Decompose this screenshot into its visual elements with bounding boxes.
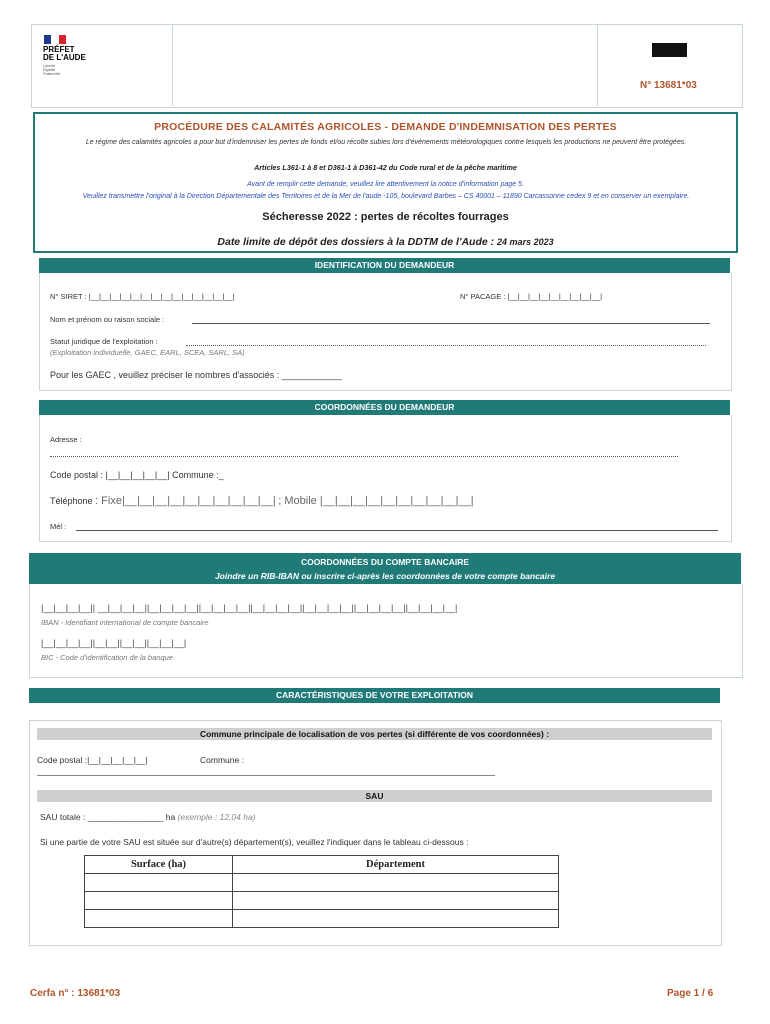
footer-cerfa: Cerfa n° : 13681*03 xyxy=(30,988,121,999)
sau-total-label: SAU totale : ________________ ha xyxy=(40,812,176,822)
address-notice: Veuillez transmettre l'original à la Direction Départementale des Territoires et de la Mer de l'aude -105, boulevard Barbes – CS 40001 – 11890 Carcassonne cedex 9 et en conserver un exemplaire. xyxy=(82,193,690,200)
deadline-date: 24 mars 2023 xyxy=(497,237,554,247)
name-field[interactable] xyxy=(192,323,710,324)
logo-motto: Liberté Égalité Fraternité xyxy=(43,63,61,76)
table-header-row xyxy=(85,856,559,874)
email-label: Mél : xyxy=(50,522,67,531)
bic-label: BIC - Code d'identification de la banque xyxy=(41,653,173,662)
bank-heading xyxy=(29,553,741,584)
department-column-header: Département xyxy=(233,856,559,874)
table-row xyxy=(85,892,559,910)
farm-heading: CARACTÉRISTIQUES DE VOTRE EXPLOITATION xyxy=(29,688,720,703)
surface-cell[interactable] xyxy=(85,874,233,892)
department-table xyxy=(84,855,559,928)
siret-field[interactable]: N° SIRET : |__|__|__|__|__|__|__|__|__|__|__|__|__|__| xyxy=(50,292,235,301)
header-divider xyxy=(172,24,173,106)
marianne-flag-icon xyxy=(44,35,66,44)
surface-cell[interactable] xyxy=(85,910,233,928)
sau-example: (exemple : 12,04 ha) xyxy=(177,812,256,822)
farm-commune-label: Commune : xyxy=(200,755,244,765)
sau-question: Si une partie de votre SAU est située sur d'autre(s) département(s), veuillez l'indiquer dans le tableau ci-dessous : xyxy=(40,837,469,847)
deadline-label: Date limite de dépôt des dossiers à la DDTM de l'Aude : xyxy=(217,236,495,248)
address-label: Adresse : xyxy=(50,435,82,444)
table-row xyxy=(85,874,559,892)
phone-field[interactable] xyxy=(50,495,474,507)
postal-code-field[interactable]: Code postal : |__|__|__|__|__| Commune :_ xyxy=(50,470,224,480)
cerfa-number: N° 13681*03 xyxy=(640,80,697,91)
commune-heading: Commune principale de localisation de vos pertes (si différente de vos coordonnées) : xyxy=(37,728,712,740)
page-title: PROCÉDURE DES CALAMITÉS AGRICOLES - DEMANDE D'INDEMNISATION DES PERTES xyxy=(154,121,617,133)
bank-section xyxy=(29,584,743,678)
legal-status-field[interactable] xyxy=(186,345,706,346)
header-divider xyxy=(597,24,598,106)
email-field[interactable] xyxy=(76,530,718,531)
table-row xyxy=(85,910,559,928)
bank-heading-subtitle: Joindre un RIB-IBAN ou inscrire ci-après les coordonnées de votre compte bancaire xyxy=(214,571,556,581)
name-label: Nom et prénom ou raison sociale : xyxy=(50,315,165,324)
coordinates-heading: COORDONNÉES DU DEMANDEUR xyxy=(39,400,730,415)
sau-total-field[interactable] xyxy=(40,812,256,822)
department-cell[interactable] xyxy=(233,910,559,928)
mobile-field[interactable]: ; Mobile |__|__|__|__|__|__|__|__|__|__| xyxy=(278,495,474,507)
page-number: Page 1 / 6 xyxy=(667,988,714,999)
surface-cell[interactable] xyxy=(85,892,233,910)
gaec-associates-field[interactable]: Pour les GAEC , veuillez préciser le nombres d'associés : ____________ xyxy=(50,370,342,380)
intro-text: Le régime des calamités agricoles a pour but d'indemniser les pertes de fonds et/ou récolte subies lors d'événements météorologiques contre lesquels les productions ne peuvent être protégées. xyxy=(85,139,687,146)
surface-column-header: Surface (ha) xyxy=(85,856,233,874)
iban-field[interactable]: |__|__|__|__|| __|__|__|__||__|__|__|__||__|__|__|__||__|__|__|__||__|__|__|__||__|__|__|__||__|__|__|__| xyxy=(41,603,458,613)
bic-field[interactable]: |__|__|__|__||__|__||__|__||__|__|__| xyxy=(41,638,187,648)
identification-heading: IDENTIFICATION DU DEMANDEUR xyxy=(39,258,730,273)
farm-postal-code-field[interactable]: Code postal :|__|__|__|__|__| xyxy=(37,755,148,765)
sau-heading: SAU xyxy=(37,790,712,802)
header-barcode-block xyxy=(652,43,687,57)
header-box xyxy=(31,24,743,108)
deadline xyxy=(33,236,738,248)
legal-status-hint: (Exploitation individuelle, GAEC, EARL, SCEA, SARL, SA) xyxy=(50,348,245,357)
department-cell[interactable] xyxy=(233,892,559,910)
phone-label: Téléphone xyxy=(50,496,93,506)
iban-label: IBAN - Identifiant international de compte bancaire xyxy=(41,618,209,627)
notice-text: Avant de remplir cette demande, veuillez lire attentivement la notice d'information page 5. xyxy=(247,181,524,188)
department-cell[interactable] xyxy=(233,874,559,892)
pacage-field[interactable]: N° PACAGE : |__|__|__|__|__|__|__|__|__| xyxy=(460,292,603,301)
articles-reference: Articles L361-1 à 8 et D361-1 à D361-42 du Code rural et de la pêche maritime xyxy=(254,163,517,172)
legal-status-label: Statut juridique de l'exploitation : xyxy=(50,337,158,346)
farm-commune-field[interactable] xyxy=(37,775,495,776)
procedure-subject: Sécheresse 2022 : pertes de récoltes fourrages xyxy=(262,211,509,223)
bank-heading-title: COORDONNÉES DU COMPTE BANCAIRE xyxy=(300,557,470,567)
landline-field[interactable]: : Fixe|__|__|__|__|__|__|__|__|__|__| xyxy=(95,495,276,507)
address-field[interactable] xyxy=(50,456,678,457)
prefecture-logo-text: PRÉFET DE L'AUDE xyxy=(43,45,86,62)
